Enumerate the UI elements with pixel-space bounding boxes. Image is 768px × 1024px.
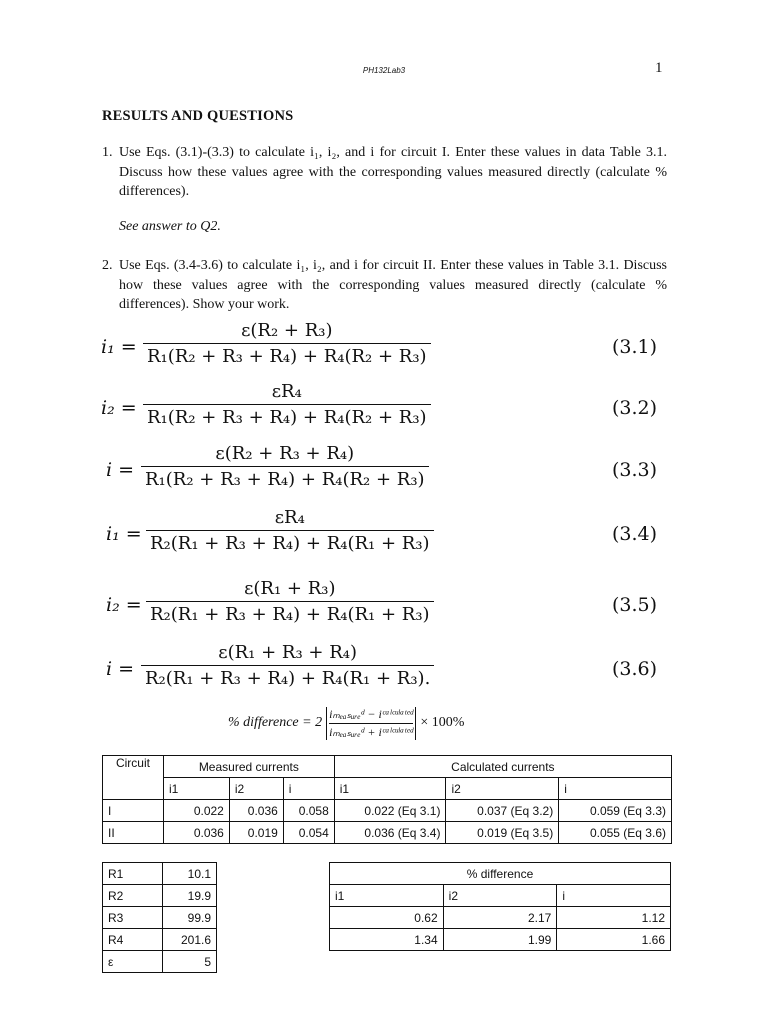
table-header-row xyxy=(103,756,672,778)
circuit-cell: I xyxy=(103,800,164,822)
resistor-value: 5 xyxy=(163,951,217,973)
equation-3-3 xyxy=(0,443,768,499)
equation-numerator: ε(R₂ + R₃ + R₄) xyxy=(215,443,355,464)
section-heading: RESULTS AND QUESTIONS xyxy=(102,108,294,124)
equation-denominator: R₂(R₁ + R₃ + R₄) + R₄(R₁ + R₃) xyxy=(146,530,434,554)
equation-numerator: εR₄ xyxy=(274,507,305,528)
equation-tag: (3.1) xyxy=(612,336,658,358)
equation-lhs: i = xyxy=(106,459,135,481)
diff-cell: 1.66 xyxy=(557,929,671,951)
header-calculated: Calculated currents xyxy=(334,756,671,778)
question-2-text: Use Eqs. (3.4-3.6) to calculate i₁, i₂, and i for circuit II. Enter these values in Table 3.1. Discuss how these values agree with the corresponding values measured directly (calculate % differences). Show your work. xyxy=(119,258,667,312)
measured-cell: 0.022 xyxy=(163,800,229,822)
resistor-table xyxy=(102,862,217,973)
subheader-cell: i2 xyxy=(443,885,557,907)
question-1-number: 1. xyxy=(102,145,113,160)
table-row xyxy=(103,800,672,822)
resistor-name: R4 xyxy=(103,929,163,951)
equation-numerator: ε(R₁ + R₃) xyxy=(244,578,336,599)
question-2-number: 2. xyxy=(102,258,113,273)
equation-3-1 xyxy=(0,320,768,376)
question-1-text: Use Eqs. (3.1)-(3.3) to calculate i₁, i₂, and i for circuit I. Enter these values in data Table 3.1. Discuss how these values agree with the corresponding values measured directly (calculate % differences). xyxy=(119,145,667,199)
question-1 xyxy=(102,143,667,202)
resistor-value: 10.1 xyxy=(163,863,217,885)
equation-3-4 xyxy=(0,507,768,563)
measured-cell: 0.036 xyxy=(229,800,283,822)
resistor-name: R3 xyxy=(103,907,163,929)
equation-tag: (3.5) xyxy=(612,594,658,616)
subheader-cell: i xyxy=(559,778,672,800)
equation-tag: (3.6) xyxy=(612,658,658,680)
subheader-cell: i xyxy=(557,885,671,907)
diff-cell: 2.17 xyxy=(443,907,557,929)
measured-cell: 0.036 xyxy=(163,822,229,844)
resistor-name: ε xyxy=(103,951,163,973)
table-subheader-row xyxy=(330,885,671,907)
calculated-cell: 0.055 (Eq 3.6) xyxy=(559,822,672,844)
calculated-cell: 0.019 (Eq 3.5) xyxy=(446,822,559,844)
table-row xyxy=(330,907,671,929)
equation-lhs: i₂ = xyxy=(106,594,142,616)
formula-denominator: iₘₑₐₛᵤᵣₑᵈ + iᶜᵃˡᶜᵘˡᵃᵗᵉᵈ xyxy=(329,724,414,739)
equation-3-6 xyxy=(0,642,768,698)
circuit-cell: II xyxy=(103,822,164,844)
header-measured: Measured currents xyxy=(163,756,334,778)
equation-denominator: R₂(R₁ + R₃ + R₄) + R₄(R₁ + R₃). xyxy=(141,665,434,689)
subheader-cell: i1 xyxy=(163,778,229,800)
formula-absolute-fraction xyxy=(326,707,416,740)
question-2 xyxy=(102,256,667,315)
calculated-cell: 0.022 (Eq 3.1) xyxy=(334,800,446,822)
table-row xyxy=(103,907,217,929)
equation-lhs: i₁ = xyxy=(106,523,142,545)
equation-tag: (3.4) xyxy=(612,523,658,545)
table-row xyxy=(103,822,672,844)
formula-numerator: iₘₑₐₛᵤᵣₑᵈ − iᶜᵃˡᶜᵘˡᵃᵗᵉᵈ xyxy=(329,706,414,721)
calculated-cell: 0.037 (Eq 3.2) xyxy=(446,800,559,822)
formula-lhs: % difference = 2 xyxy=(228,715,323,730)
table-row xyxy=(103,951,217,973)
subheader-cell: i1 xyxy=(334,778,446,800)
diff-cell: 1.34 xyxy=(330,929,444,951)
table-row xyxy=(330,929,671,951)
percent-difference-formula xyxy=(228,703,464,743)
equation-lhs: i₂ = xyxy=(101,397,137,419)
currents-table xyxy=(102,755,672,844)
resistor-name: R2 xyxy=(103,885,163,907)
equation-denominator: R₂(R₁ + R₃ + R₄) + R₄(R₁ + R₃) xyxy=(146,601,434,625)
equation-3-5 xyxy=(0,578,768,634)
formula-rhs: × 100% xyxy=(420,715,465,730)
resistor-value: 201.6 xyxy=(163,929,217,951)
subheader-cell: i2 xyxy=(229,778,283,800)
subheader-cell: i2 xyxy=(446,778,559,800)
equation-lhs: i₁ = xyxy=(101,336,137,358)
equation-numerator: ε(R₁ + R₃ + R₄) xyxy=(218,642,358,663)
percent-difference-table xyxy=(329,862,671,951)
subheader-cell: i1 xyxy=(330,885,444,907)
table-row xyxy=(103,885,217,907)
equation-tag: (3.3) xyxy=(612,459,658,481)
diff-cell: 1.12 xyxy=(557,907,671,929)
header-circuit: Circuit xyxy=(103,756,164,800)
table-subheader-row xyxy=(103,778,672,800)
measured-cell: 0.058 xyxy=(283,800,334,822)
measured-cell: 0.054 xyxy=(283,822,334,844)
table-row xyxy=(103,929,217,951)
question-1-answer: See answer to Q2. xyxy=(119,219,221,234)
equation-numerator: ε(R₂ + R₃) xyxy=(241,320,333,341)
calculated-cell: 0.059 (Eq 3.3) xyxy=(559,800,672,822)
measured-cell: 0.019 xyxy=(229,822,283,844)
table-row xyxy=(103,863,217,885)
resistor-value: 99.9 xyxy=(163,907,217,929)
table-header-row xyxy=(330,863,671,885)
resistor-name: R1 xyxy=(103,863,163,885)
equation-numerator: εR₄ xyxy=(271,381,302,402)
diff-cell: 0.62 xyxy=(330,907,444,929)
equation-tag: (3.2) xyxy=(612,397,658,419)
equation-denominator: R₁(R₂ + R₃ + R₄) + R₄(R₂ + R₃) xyxy=(143,343,431,367)
diff-table-title: % difference xyxy=(330,863,671,885)
subheader-cell: i xyxy=(283,778,334,800)
running-header: PH132Lab3 xyxy=(362,66,406,75)
equation-denominator: R₁(R₂ + R₃ + R₄) + R₄(R₂ + R₃) xyxy=(141,466,429,490)
equation-denominator: R₁(R₂ + R₃ + R₄) + R₄(R₂ + R₃) xyxy=(143,404,431,428)
equation-lhs: i = xyxy=(106,658,135,680)
calculated-cell: 0.036 (Eq 3.4) xyxy=(334,822,446,844)
page-number: 1 xyxy=(655,60,663,76)
resistor-value: 19.9 xyxy=(163,885,217,907)
diff-cell: 1.99 xyxy=(443,929,557,951)
equation-3-2 xyxy=(0,381,768,437)
